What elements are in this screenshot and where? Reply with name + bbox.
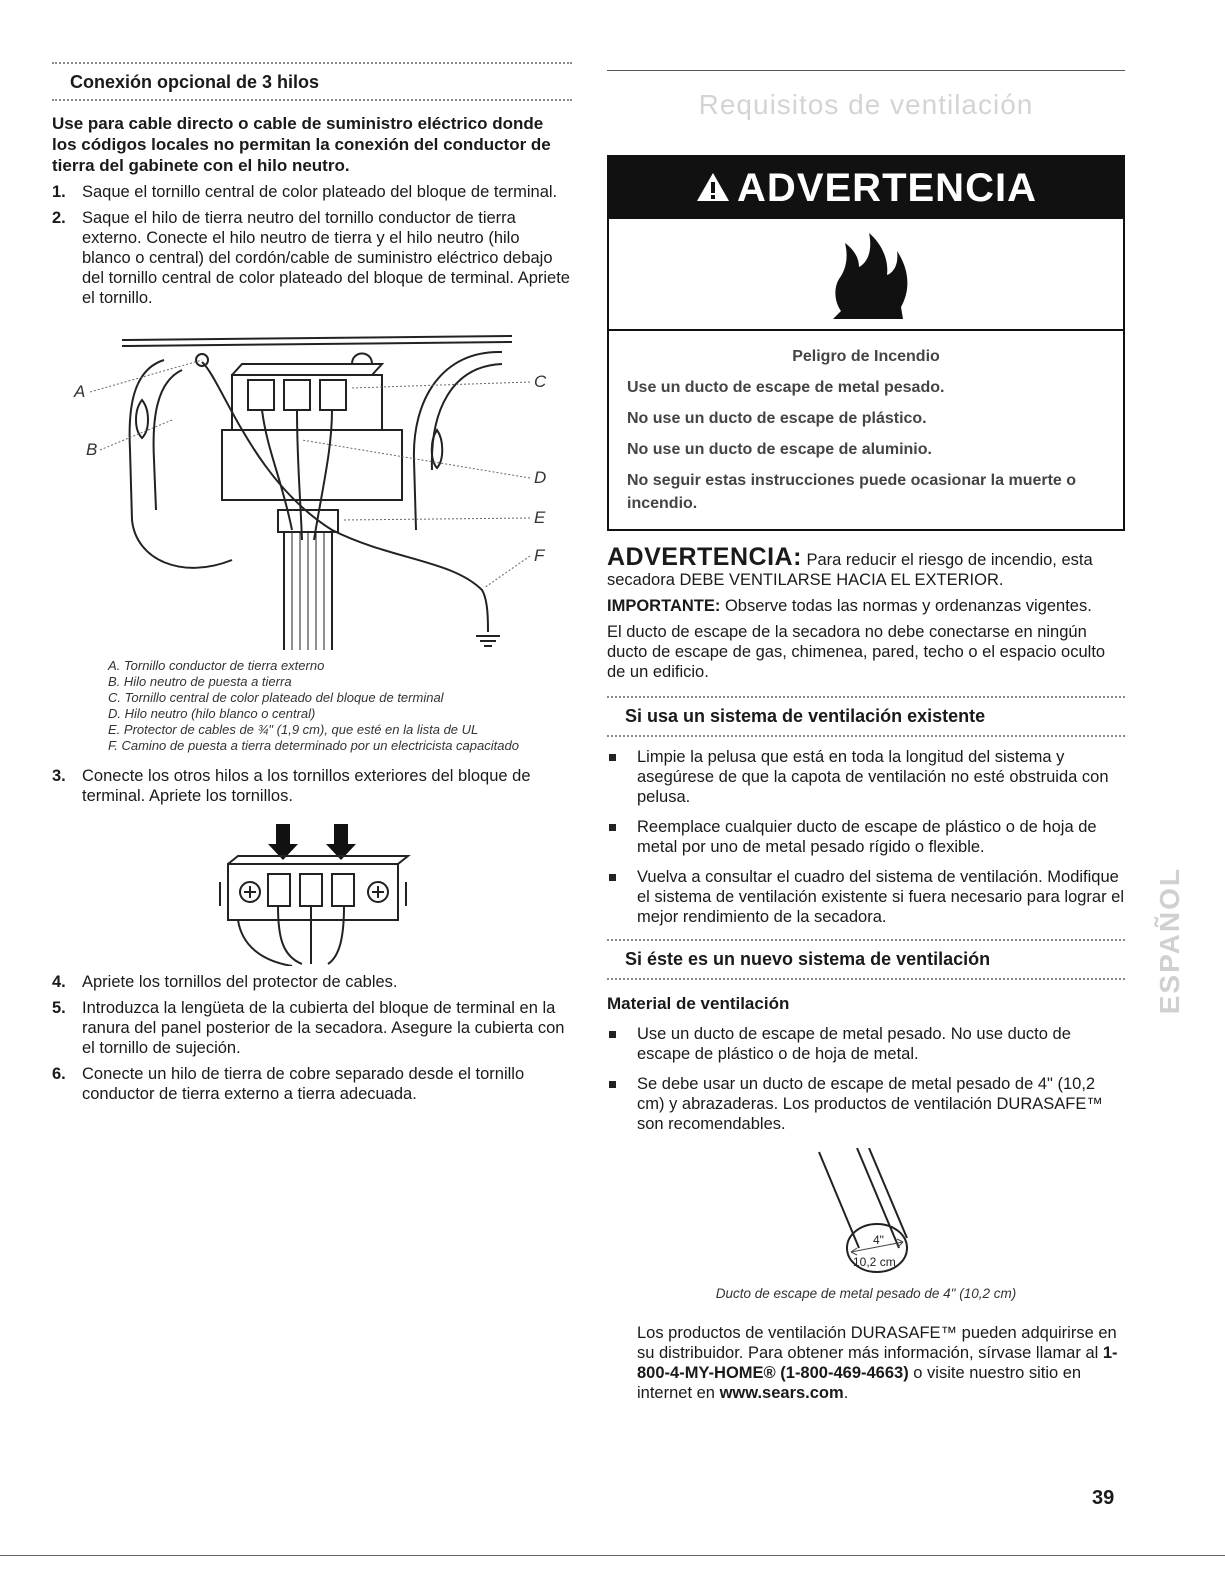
- importante-text: Observe todas las normas y ordenanzas vigentes.: [724, 597, 1092, 615]
- fire-hazard-area: [609, 219, 1123, 331]
- warning-heading: Peligro de Incendio: [792, 348, 940, 365]
- warning-box: [607, 155, 1125, 531]
- importante-paragraph: [607, 596, 1125, 616]
- advertencia-paragraph: [607, 543, 1125, 590]
- list-item: Limpie la pelusa que está en toda la longitud del sistema y asegúrese de que la capota de ventilación no esté obstruida con pelusa.: [607, 747, 1125, 807]
- duct-diagram: [607, 1148, 1125, 1278]
- durasafe-paragraph: Los productos de ventilación DURASAFE™ pueden adquirirse en su distribuidor. Para obtener más información, sírvase llamar al 1-800-4-MY-HOME® (1-800-469-4663) o visite nuestro sitio en internet en www.sears.com.: [637, 1324, 1118, 1402]
- legend-item: C. Tornillo central de color plateado del bloque de terminal: [108, 690, 444, 705]
- fire-icon: [823, 229, 913, 321]
- section-bottom-rule: [52, 99, 572, 101]
- existing-system-title: Si usa un sistema de ventilación existente: [625, 706, 986, 726]
- phone-number: 1-800-4-MY-HOME® (1-800-469-4663): [637, 1344, 1118, 1382]
- list-item: Vuelva a consultar el cuadro del sistema de ventilación. Modifique el sistema de ventilación existente si fuera necesario para lograr el mejor rendimiento de la secadora.: [607, 867, 1125, 927]
- duct-caption: Ducto de escape de metal pesado de 4" (10,2 cm): [715, 1286, 1017, 1301]
- lead-paragraph: Use para cable directo o cable de suministro eléctrico donde los códigos locales no permitan la conexión del conductor de tierra del gabinete con el hilo neutro.: [52, 114, 551, 175]
- terminal-block-diagram: [52, 320, 572, 650]
- importante-label: IMPORTANTE:: [607, 597, 721, 615]
- label-d: D: [534, 468, 547, 487]
- warning-line: Use un ducto de escape de metal pesado.: [627, 379, 945, 396]
- step-item: 2. Saque el hilo de tierra neutro del tornillo conductor de tierra externo. Conecte el hilo neutro de tierra y el hilo neutro (hilo blanco o central) del cordón/cable de suministro eléctrico debajo del tornillo central de color plateado del bloque de terminal. Apriete el tornillo.: [52, 209, 570, 307]
- page-number: 39: [1092, 1487, 1115, 1509]
- step-item: 4. Apriete los tornillos del protector de cables.: [52, 973, 398, 991]
- material-heading: Material de ventilación: [607, 994, 790, 1013]
- advertencia-label: ADVERTENCIA:: [607, 543, 802, 571]
- warning-banner: [609, 157, 1123, 219]
- legend-item: A. Tornillo conductor de tierra externo: [108, 658, 325, 673]
- new-bottom-rule: [607, 978, 1125, 980]
- step-item: 3. Conecte los otros hilos a los tornillos exteriores del bloque de terminal. Apriete los tornillos.: [52, 767, 531, 805]
- website-link[interactable]: www.sears.com: [719, 1384, 844, 1402]
- side-tab-label: ESPAÑOL: [1154, 867, 1185, 1015]
- legend-item: F. Camino de puesta a tierra determinado por un electricista capacitado: [108, 738, 519, 753]
- advertencia-text: Para reducir el riesgo de incendio, esta secadora DEBE VENTILARSE HACIA EL EXTERIOR.: [607, 551, 1093, 589]
- existing-bottom-rule: [607, 735, 1125, 737]
- warning-line: No use un ducto de escape de aluminio.: [627, 441, 932, 458]
- label-a: A: [74, 382, 86, 401]
- new-system-title: Si éste es un nuevo sistema de ventilación: [625, 949, 991, 969]
- list-item: Reemplace cualquier ducto de escape de plástico o de hoja de metal por uno de metal pesado rígido o flexible.: [607, 817, 1125, 857]
- page-title: Requisitos de ventilación: [698, 89, 1034, 120]
- steps-list-b: [52, 972, 572, 1104]
- steps-list-3: [52, 766, 572, 806]
- bottom-rule: [0, 1555, 1225, 1556]
- warning-text: [609, 331, 1123, 529]
- duct-dim-cm: 10,2 cm: [853, 1255, 896, 1269]
- legend-item: D. Hilo neutro (hilo blanco o central): [108, 706, 316, 721]
- label-c: C: [534, 372, 547, 391]
- warning-triangle-icon: [695, 159, 731, 221]
- step-item: 5. Introduzca la lengüeta de la cubierta del bloque de terminal en la ranura del panel posterior de la secadora. Asegure la cubierta con el tornillo de sujeción.: [52, 999, 565, 1057]
- figure-legend: [108, 658, 572, 754]
- left-column: [52, 62, 572, 1104]
- terminal-screws-illustration: [52, 816, 572, 966]
- title-rule: [607, 70, 1125, 71]
- duct-illustration: [607, 1148, 1125, 1278]
- warning-line: No use un ducto de escape de plástico.: [627, 410, 927, 427]
- steps-list-a: [52, 182, 572, 308]
- label-f: F: [534, 546, 545, 565]
- terminal-block-illustration: [52, 320, 572, 650]
- material-list: [607, 1024, 1125, 1134]
- duct-dim-inches: 4": [873, 1233, 884, 1247]
- step-item: 6. Conecte un hilo de tierra de cobre separado desde el tornillo conductor de tierra externo a tierra adecuada.: [52, 1065, 525, 1103]
- label-b: B: [86, 440, 98, 459]
- list-item: Se debe usar un ducto de escape de metal pesado de 4" (10,2 cm) y abrazaderas. Los productos de ventilación DURASAFE™ son recomendables.: [607, 1074, 1125, 1134]
- terminal-screws-diagram: [52, 816, 572, 966]
- right-column: [607, 62, 1125, 1403]
- existing-system-list: [607, 747, 1125, 927]
- duct-paragraph: El ducto de escape de la secadora no debe conectarse en ningún ducto de escape de gas, chimenea, pared, techo o el espacio oculto de un edificio.: [607, 623, 1106, 681]
- warning-line: No seguir estas instrucciones puede ocasionar la muerte o incendio.: [627, 472, 1077, 512]
- section-title: Conexión opcional de 3 hilos: [70, 72, 320, 92]
- language-side-tab: [1153, 830, 1187, 1052]
- step-item: 1. Saque el tornillo central de color plateado del bloque de terminal.: [52, 183, 558, 201]
- legend-item: B. Hilo neutro de puesta a tierra: [108, 674, 292, 689]
- label-e: E: [534, 508, 546, 527]
- legend-item: E. Protector de cables de ¾" (1,9 cm), que esté en la lista de UL: [108, 722, 479, 737]
- warning-banner-text: ADVERTENCIA: [737, 166, 1037, 210]
- list-item: Use un ducto de escape de metal pesado. No use ducto de escape de plástico o de hoja de metal.: [607, 1024, 1125, 1064]
